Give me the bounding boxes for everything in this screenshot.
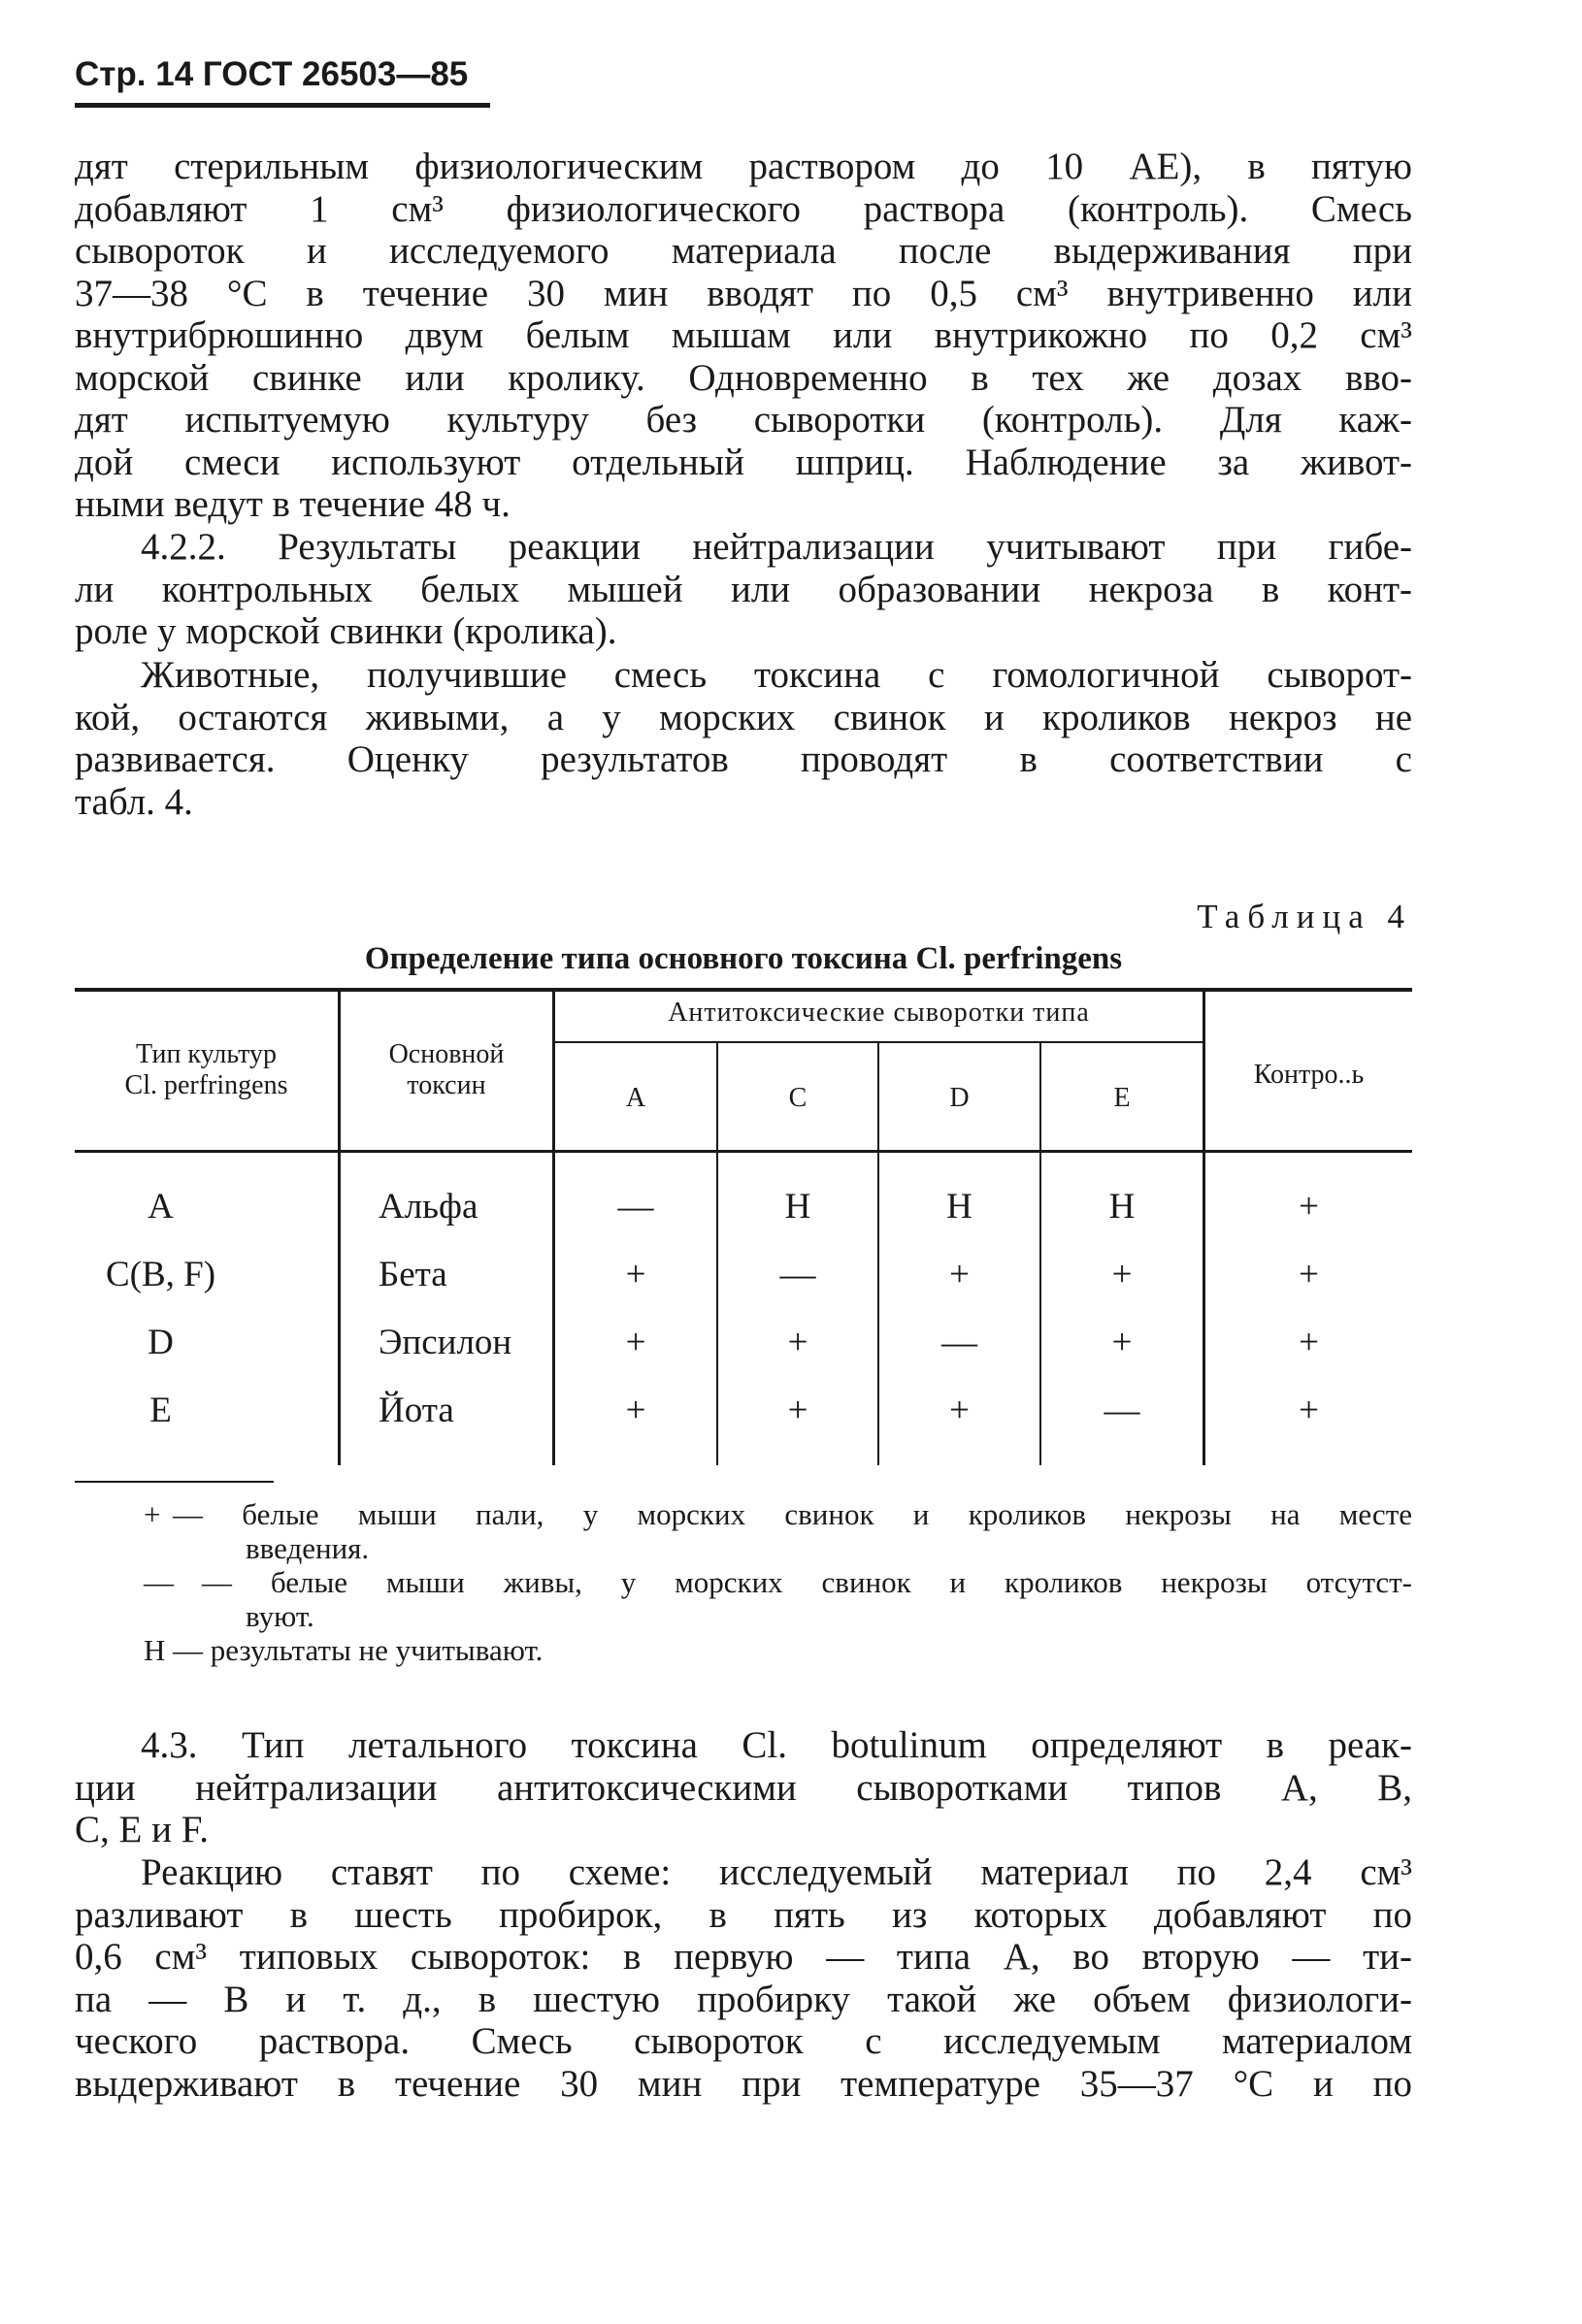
cell-control: + bbox=[1299, 1187, 1319, 1227]
footnote-key: Н bbox=[144, 1633, 166, 1667]
paragraph-results bbox=[75, 654, 1412, 823]
cell-toxin: Йота bbox=[379, 1391, 454, 1430]
cell-value: + bbox=[787, 1323, 808, 1362]
footnote-rule bbox=[75, 1481, 274, 1483]
cell-control: + bbox=[1299, 1323, 1319, 1362]
footnote bbox=[144, 1565, 1412, 1633]
table-number: Таблица 4 bbox=[1197, 898, 1412, 935]
cell-culture-type: E bbox=[149, 1391, 172, 1430]
cell-value: + bbox=[1111, 1323, 1133, 1362]
table-top-rule bbox=[75, 988, 1412, 992]
text-line: кой, остаются живыми, а у морских свинок и кроликов некроз не bbox=[75, 696, 1412, 738]
text-line: добавляют 1 см³ физиологического раствора (контроль). Смесь bbox=[75, 187, 1412, 230]
text-line: 4.3. Тип летального токсина Cl. botulinum определяют в реак- bbox=[141, 1724, 1412, 1766]
text-line: развивается. Оценку результатов проводят в соответствии с bbox=[75, 738, 1412, 780]
footnote-text: — белые мыши пали, у морских свинок и кроликов некрозы на месте bbox=[173, 1497, 1412, 1531]
footnote-key: + bbox=[144, 1497, 161, 1531]
text-line: роле у морской свинки (кролика). bbox=[75, 610, 617, 652]
text-line: табл. 4. bbox=[75, 780, 193, 823]
cell-value: — bbox=[941, 1323, 977, 1362]
paragraph-continuation bbox=[75, 146, 1412, 526]
header-rule bbox=[75, 103, 490, 108]
text-line: ческого раствора. Смесь сывороток с исследуемым материалом bbox=[75, 2020, 1412, 2062]
column-header-serum-a: A bbox=[625, 1083, 646, 1113]
text-line: дой смеси используют отдельный шприц. Наблюдение за живот- bbox=[75, 441, 1412, 483]
paragraph-reaction-scheme bbox=[75, 1851, 1412, 2105]
header-line: токсин bbox=[407, 1070, 486, 1100]
column-header-culture-type bbox=[75, 1039, 338, 1101]
cell-value: — bbox=[779, 1255, 816, 1294]
footnote-text: введения. bbox=[246, 1531, 370, 1565]
footnote-text: вуют. bbox=[246, 1599, 314, 1633]
header-line: Cl. perfringens bbox=[124, 1070, 288, 1100]
page-header: Стр. 14 ГОСТ 26503—85 bbox=[75, 55, 469, 93]
footnote-text: — белые мыши живы, у морских свинок и кроликов некрозы отсутст- bbox=[202, 1565, 1412, 1599]
text-line: дят стерильным физиологическим раствором до 10 АЕ), в пятую bbox=[75, 146, 1412, 187]
table-header-rule bbox=[75, 1150, 1412, 1153]
cell-value: Н bbox=[784, 1187, 811, 1227]
cell-value: + bbox=[625, 1391, 646, 1430]
text-line: Животные, получившие смесь токсина с гомологичной сыворот- bbox=[141, 654, 1412, 696]
cell-control: + bbox=[1299, 1391, 1319, 1430]
cell-value: — bbox=[617, 1187, 654, 1227]
text-line: Реакцию ставят по схеме: исследуемый материал по 2,4 см³ bbox=[141, 1851, 1412, 1893]
cell-value: + bbox=[787, 1391, 808, 1430]
footnote-key: — bbox=[144, 1565, 174, 1599]
text-line: внутрибрюшинно двум белым мышам или внутрикожно по 0,2 см³ bbox=[75, 314, 1412, 356]
cell-toxin: Бета bbox=[379, 1255, 447, 1294]
cell-value: + bbox=[949, 1391, 970, 1430]
text-line: С, Е и F. bbox=[75, 1809, 210, 1850]
text-line: разливают в шесть пробирок, в пять из которых добавляют по bbox=[75, 1893, 1412, 1936]
cell-value: + bbox=[1111, 1255, 1133, 1294]
cell-toxin: Эпсилон bbox=[379, 1323, 512, 1362]
text-line: дят испытуемую культуру без сыворотки (контроль). Для каж- bbox=[75, 399, 1412, 441]
cell-culture-type: D bbox=[148, 1323, 174, 1362]
text-line: 0,6 см³ типовых сывороток: в первую — типа А, во вторую — ти- bbox=[75, 1936, 1412, 1978]
column-header-serum-e: E bbox=[1113, 1083, 1131, 1113]
cell-toxin: Альфа bbox=[379, 1187, 478, 1227]
table-title: Определение типа основного токсина Cl. perfringens bbox=[364, 941, 1123, 976]
cell-culture-type: C(B, F) bbox=[105, 1255, 216, 1294]
column-header-toxin bbox=[341, 1039, 552, 1101]
text-line: 37—38 °С в течение 30 мин вводят по 0,5 см³ внутривенно или bbox=[75, 272, 1412, 314]
cell-value: + bbox=[949, 1255, 970, 1294]
footnote-text: — результаты не учитывают. bbox=[173, 1633, 544, 1667]
cell-culture-type: A bbox=[148, 1187, 174, 1227]
column-header-control: Контро..ь bbox=[1253, 1060, 1365, 1090]
cell-value: — bbox=[1104, 1391, 1140, 1430]
paragraph-4-2-2 bbox=[75, 526, 1412, 653]
text-line: ли контрольных белых мышей или образовании некроза в конт- bbox=[75, 568, 1412, 610]
text-line: ными ведут в течение 48 ч. bbox=[75, 483, 511, 525]
header-line: Основной bbox=[388, 1039, 505, 1069]
text-line: выдерживают в течение 30 мин при температуре 35—37 °С и по bbox=[75, 2062, 1412, 2105]
text-line: сывороток и исследуемого материала после выдерживания при bbox=[75, 230, 1412, 272]
text-line: 4.2.2. Результаты реакции нейтрализации учитывают при гибе- bbox=[141, 526, 1412, 568]
header-line: Тип культур bbox=[136, 1039, 277, 1069]
column-header-serum-d: D bbox=[949, 1083, 970, 1113]
footnote bbox=[144, 1497, 1412, 1565]
cell-value: Н bbox=[946, 1187, 972, 1227]
paragraph-4-3 bbox=[75, 1724, 1412, 1851]
column-header-serum-c: C bbox=[788, 1083, 807, 1113]
column-group-header-sera: Антитоксические сыворотки типа bbox=[668, 998, 1090, 1028]
cell-control: + bbox=[1299, 1255, 1319, 1294]
table-footnotes bbox=[144, 1497, 1412, 1667]
text-line: ции нейтрализации антитоксическими сыворотками типов А, В, bbox=[75, 1766, 1412, 1809]
text-line: морской свинке или кролику. Одновременно в тех же дозах вво- bbox=[75, 356, 1412, 399]
cell-value: + bbox=[625, 1255, 646, 1294]
cell-value: + bbox=[625, 1323, 646, 1362]
footnote bbox=[144, 1633, 1412, 1667]
text-line: па — В и т. д., в шестую пробирку такой же объем физиологи- bbox=[75, 1978, 1412, 2020]
cell-value: Н bbox=[1108, 1187, 1136, 1227]
